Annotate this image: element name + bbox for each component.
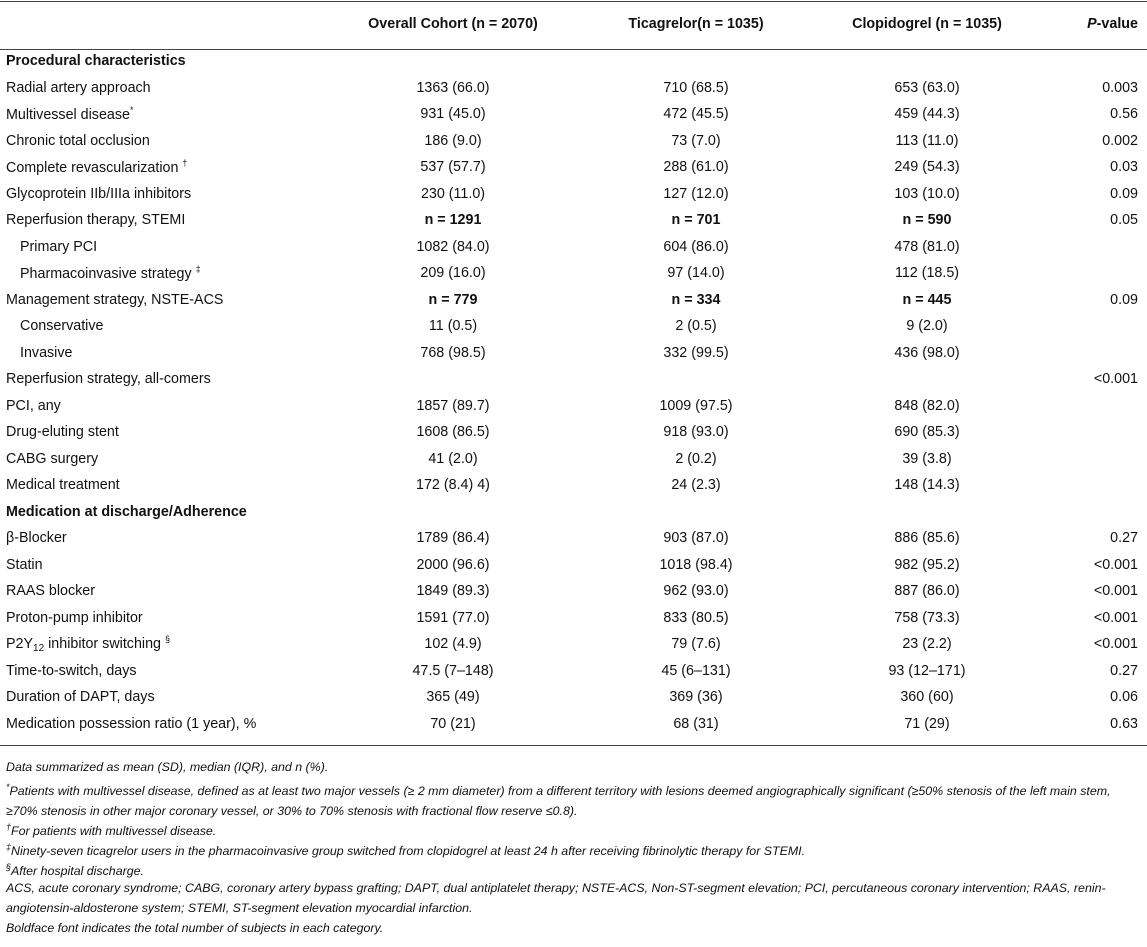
cell-clopidogrel: 103 (10.0): [894, 185, 960, 202]
table-row: [0, 525, 1147, 552]
cell-pvalue: [1048, 393, 1147, 420]
cell-overall: 1591 (77.0): [416, 609, 490, 626]
cell-ticagrelor: 1018 (98.4): [659, 556, 733, 573]
row-label: Duration of DAPT, days: [6, 689, 155, 706]
cell-overall: 186 (9.0): [424, 132, 482, 149]
cell-pvalue: [1048, 419, 1147, 446]
note-abbreviations: ACS, acute coronary syndrome; CABG, coronary artery bypass grafting; DAPT, dual antiplatelet therapy; NSTE-ACS, Non-ST-segment elevation; PCI, percutaneous coronary intervention; RAAS, renin-angiotensin-aldosterone system; STEMI, ST-segment elevation myocardial infarction.: [6, 881, 1106, 915]
cell-overall: 41 (2.0): [428, 450, 478, 467]
cell-overall: 1363 (66.0): [416, 79, 490, 96]
cell-pvalue: [1048, 313, 1147, 340]
section-row: [0, 499, 1147, 526]
cell-pvalue: 0.56: [1110, 106, 1138, 123]
cell-clopidogrel: 886 (85.6): [894, 530, 960, 547]
cell-ticagrelor: 24 (2.3): [671, 477, 721, 494]
cell-overall: 1857 (89.7): [416, 397, 490, 414]
cell-pvalue: [1048, 446, 1147, 473]
cell-clopidogrel: 148 (14.3): [894, 477, 960, 494]
cell-pvalue: <0.001: [1093, 609, 1138, 626]
table-row: [0, 181, 1147, 208]
cell-clopidogrel: 39 (3.8): [902, 450, 952, 467]
header-overall: Overall Cohort (n = 2070): [368, 16, 538, 32]
row-label: Statin: [6, 556, 43, 573]
cell-clopidogrel: 113 (11.0): [895, 132, 959, 149]
row-label: Complete revascularization †: [6, 158, 188, 177]
cell-pvalue: 0.27: [1110, 662, 1138, 679]
row-label: Chronic total occlusion: [6, 132, 150, 149]
cell-ticagrelor: 903 (87.0): [663, 530, 729, 547]
table-row: [0, 684, 1147, 711]
row-label: Invasive: [20, 344, 73, 361]
table-row: [0, 711, 1147, 738]
table-row: [0, 472, 1147, 499]
cell-overall: 365 (49): [426, 689, 480, 706]
cell-overall: 209 (16.0): [420, 265, 486, 282]
row-label: Drug-eluting stent: [6, 424, 119, 441]
row-label: Management strategy, NSTE-ACS: [6, 291, 224, 308]
row-label: Reperfusion therapy, STEMI: [6, 212, 186, 229]
cell-overall: n = 1291: [424, 212, 482, 229]
cell-ticagrelor: 288 (61.0): [663, 159, 729, 176]
cell-pvalue: 0.06: [1110, 689, 1138, 706]
row-label: Reperfusion strategy, all-comers: [6, 371, 211, 388]
cell-overall: 47.5 (7–148): [412, 662, 494, 679]
row-label: Medication possession ratio (1 year), %: [6, 715, 257, 732]
cell-overall: n = 779: [428, 291, 478, 308]
cell-pvalue: [1048, 234, 1147, 261]
table-row: [0, 313, 1147, 340]
row-label: Time-to-switch, days: [6, 662, 137, 679]
cell-clopidogrel: 758 (73.3): [894, 609, 960, 626]
cell-pvalue: 0.003: [1102, 79, 1138, 96]
table-row: [0, 578, 1147, 605]
header-clopidogrel: Clopidogrel (n = 1035): [852, 16, 1002, 32]
cell-ticagrelor: 833 (80.5): [663, 609, 729, 626]
table-row: [0, 605, 1147, 632]
note-double-dagger: ‡Ninety-seven ticagrelor users in the pharmacoinvasive group switched from clopidogrel at least 24 h after receiving fibrinolytic therapy for STEMI.: [6, 842, 806, 859]
cell-clopidogrel: 93 (12–171): [888, 662, 966, 679]
header-row: [0, 0, 1147, 48]
table-row: [0, 340, 1147, 367]
row-label: Conservative: [20, 318, 104, 335]
note-dagger: †For patients with multivessel disease.: [6, 822, 217, 839]
cell-ticagrelor: 472 (45.5): [663, 106, 729, 123]
cell-ticagrelor: 604 (86.0): [663, 238, 729, 255]
table-row: [0, 154, 1147, 181]
cell-overall: 172 (8.4) 4): [416, 477, 490, 494]
row-label: Medical treatment: [6, 477, 120, 494]
cell-pvalue: 0.09: [1110, 185, 1138, 202]
row-label: $P2Y_{12}$ inhibitor switching §: [6, 634, 170, 655]
cell-clopidogrel: 9 (2.0): [906, 318, 948, 335]
cell-pvalue: 0.09: [1110, 291, 1138, 308]
note-star: *Patients with multivessel disease, defined as at least two major vessels (≥ 2 mm diameter) from a different territory with lesions deemed angiographically significant (≥50% stenosis of the left main stem, ≥70% stenosis in other major coronary vessel, or 30% to 70% stenosis with fractional flow reserve ≤0.8).: [6, 782, 1111, 818]
cell-overall: 537 (57.7): [420, 159, 486, 176]
table-row: [0, 658, 1147, 685]
header-label-col: [0, 0, 320, 48]
cell-ticagrelor: n = 701: [671, 212, 721, 229]
table-row: [0, 366, 1147, 393]
row-label: CABG surgery: [6, 450, 99, 467]
cell-clopidogrel: 360 (60): [900, 689, 954, 706]
note-summary: Data summarized as mean (SD), median (IQR), and n (%).: [6, 760, 329, 774]
cell-overall: 102 (4.9): [424, 636, 482, 653]
table-row: [0, 207, 1147, 234]
cell-ticagrelor: 79 (7.6): [671, 636, 721, 653]
table-row: [0, 393, 1147, 420]
cell-ticagrelor: 710 (68.5): [663, 79, 729, 96]
cell-overall: 1082 (84.0): [416, 238, 490, 255]
row-label: Primary PCI: [20, 238, 98, 255]
cell-pvalue: <0.001: [1093, 371, 1138, 388]
cell-pvalue: [1048, 340, 1147, 367]
row-label: β-Blocker: [6, 530, 67, 547]
table-row: [0, 419, 1147, 446]
cell-ticagrelor: 97 (14.0): [667, 265, 725, 282]
table-row: [0, 287, 1147, 314]
cell-pvalue: 0.002: [1102, 132, 1138, 149]
cell-overall: 768 (98.5): [420, 344, 486, 361]
table-row: [0, 260, 1147, 287]
bottom-rule: [0, 745, 1147, 746]
cell-clopidogrel: 848 (82.0): [894, 397, 960, 414]
cell-ticagrelor: 1009 (97.5): [659, 397, 733, 414]
cell-ticagrelor: 45 (6–131): [661, 662, 731, 679]
row-label: Proton-pump inhibitor: [6, 609, 143, 626]
cell-pvalue: <0.001: [1093, 636, 1138, 653]
table-row: [0, 234, 1147, 261]
cell-pvalue: 0.05: [1110, 212, 1138, 229]
cell-pvalue: [1048, 260, 1147, 287]
cell-ticagrelor: 73 (7.0): [671, 132, 721, 149]
cell-overall: 1608 (86.5): [416, 424, 490, 441]
cell-overall: 2000 (96.6): [416, 556, 490, 573]
row-label: Radial artery approach: [6, 79, 151, 96]
cell-ticagrelor: 2 (0.5): [675, 318, 717, 335]
cell-clopidogrel: n = 445: [902, 291, 952, 308]
cell-overall: [320, 366, 586, 393]
row-label: Multivessel disease*: [6, 105, 134, 124]
cell-clopidogrel: 112 (18.5): [894, 265, 960, 282]
cell-ticagrelor: 127 (12.0): [663, 185, 729, 202]
section-row: [0, 48, 1147, 75]
section-heading: Medication at discharge/Adherence: [6, 503, 247, 520]
row-label: RAAS blocker: [6, 583, 95, 600]
note-section: §After hospital discharge.: [6, 862, 144, 879]
cell-pvalue: [1048, 472, 1147, 499]
table-row: [0, 128, 1147, 155]
cell-overall: 1849 (89.3): [416, 583, 490, 600]
cell-ticagrelor: 332 (99.5): [663, 344, 729, 361]
row-label: PCI, any: [6, 397, 61, 414]
note-boldface: Boldface font indicates the total number of subjects in each category.: [6, 921, 384, 935]
cell-clopidogrel: 71 (29): [904, 715, 950, 732]
cell-clopidogrel: 23 (2.2): [902, 636, 952, 653]
cell-overall: 70 (21): [430, 715, 476, 732]
cell-clopidogrel: 436 (98.0): [894, 344, 960, 361]
cell-overall: 230 (11.0): [420, 185, 486, 202]
cell-ticagrelor: n = 334: [671, 291, 721, 308]
cell-ticagrelor: 68 (31): [673, 715, 719, 732]
cell-clopidogrel: 653 (63.0): [894, 79, 960, 96]
cell-ticagrelor: [586, 366, 806, 393]
cell-clopidogrel: 982 (95.2): [894, 556, 960, 573]
row-label: Pharmacoinvasive strategy ‡: [20, 264, 201, 283]
cell-clopidogrel: n = 590: [902, 212, 952, 229]
cell-overall: 931 (45.0): [420, 106, 486, 123]
row-label: Glycoprotein IIb/IIIa inhibitors: [6, 185, 192, 202]
header-pvalue: P-value: [1087, 16, 1138, 32]
cell-pvalue: <0.001: [1093, 583, 1138, 600]
cell-pvalue: 0.27: [1110, 530, 1138, 547]
cell-clopidogrel: 690 (85.3): [894, 424, 960, 441]
cell-ticagrelor: 962 (93.0): [663, 583, 729, 600]
table-row: [0, 446, 1147, 473]
cell-ticagrelor: 2 (0.2): [675, 450, 717, 467]
cell-ticagrelor: 918 (93.0): [663, 424, 729, 441]
cell-clopidogrel: 459 (44.3): [894, 106, 960, 123]
table-row: [0, 75, 1147, 102]
cell-clopidogrel: 249 (54.3): [894, 159, 960, 176]
cell-clopidogrel: 478 (81.0): [894, 238, 960, 255]
header-ticagrelor: Ticagrelor(n = 1035): [628, 16, 764, 32]
cell-overall: 1789 (86.4): [416, 530, 490, 547]
cell-ticagrelor: 369 (36): [669, 689, 723, 706]
table-body: [0, 48, 1147, 737]
table-row: [0, 552, 1147, 579]
cell-pvalue: 0.03: [1110, 159, 1138, 176]
cell-pvalue: 0.63: [1110, 715, 1138, 732]
cell-overall: 11 (0.5): [428, 318, 478, 335]
table-row: [0, 101, 1147, 128]
cell-pvalue: <0.001: [1093, 556, 1138, 573]
section-heading: Procedural characteristics: [6, 53, 186, 70]
cell-clopidogrel: [806, 366, 1048, 393]
table-row: [0, 631, 1147, 658]
cell-clopidogrel: 887 (86.0): [894, 583, 960, 600]
